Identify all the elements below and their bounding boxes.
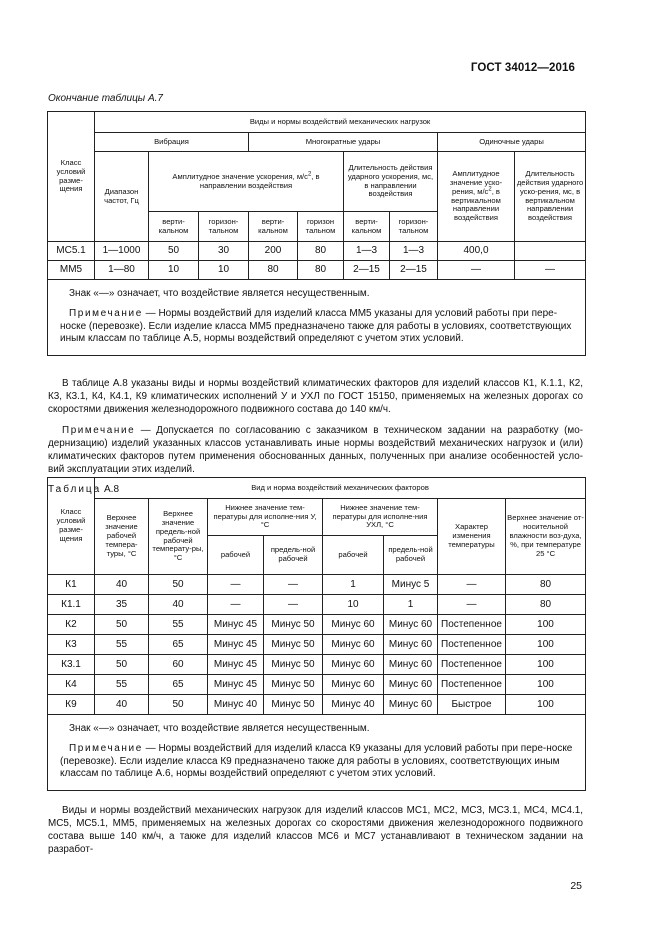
header-single-shocks: Одиночные удары bbox=[438, 133, 586, 152]
paragraph-a8-intro: В таблице А.8 указаны виды и нормы воздействий климатических факторов для изделий классов К1, К.1.1, К2, К3, К3.1, К4, К4.1, К9 климатических исполнений У и УХЛ по ГОСТ 15150, применяемых на железных дорогах со скоростями движения железнодорожного подвижного состава до 140 км/ч. bbox=[48, 378, 583, 415]
header-horiz: горизон-тальном bbox=[199, 212, 249, 242]
header-upper-limit: Верхнее значение предель-ной рабочей температу-ры, °С bbox=[149, 499, 208, 575]
paragraph-mech-loads: Виды и нормы воздействий механических нагрузок для изделий классов МС1, МС2, МС3, МС3.1, МС4, МС4.1, МС5, МС5.1, ММ5, применяемых на железных дорогах со скоростями движения железнодорожного подвижного состава выше 140 км/ч, а также для изделий классов МС6 и МС7 устанавливают в техническом задании на разработ- bbox=[48, 805, 583, 855]
header-horiz: горизон-тальном bbox=[390, 212, 438, 242]
note-sign: Знак «—» означает, что воздействие является несущественным. bbox=[69, 723, 370, 734]
note-sign: Знак «—» означает, что воздействие является несущественным. bbox=[69, 288, 370, 299]
header-work: рабочей bbox=[323, 536, 384, 575]
header-humidity: Верхнее значение от-носительной влажности воз-духа, %, при температуре 25 °С bbox=[506, 499, 586, 575]
header-lower-uhl: Нижнее значение тем-пературы для исполне-ния УХЛ, °С bbox=[323, 499, 438, 536]
table-row: К4 55 65 Минус 45 Минус 50 Минус 60 Минус 60 Постепенное 100 bbox=[48, 675, 586, 695]
note: Примечание — Нормы воздействий для изделий класса ММ5 указаны для условий работы при пере-носке (перевозке). Если изделие класса ММ5 предназначено также для работы в условиях, соответствующих иным классам по таблице А.5, нормы воздействий определяют с учетом этих условий. bbox=[60, 307, 572, 345]
header-lower-u: Нижнее значение тем-пературы для исполне-ния У, °С bbox=[208, 499, 323, 536]
note-paragraph: Примечание — Допускается по согласованию с заказчиком в техническом задании на разработку (мо-дернизацию) изделий указанных классов устанавливать иные нормы воздействий механических нагрузок и (или) климатических факторов путем применения обоснованных данных, полученных при анализе особенностей усло-вий эксплуатации этих изделий. bbox=[48, 425, 583, 475]
table-row: К3 55 65 Минус 45 Минус 50 Минус 60 Минус 60 Постепенное 100 bbox=[48, 635, 586, 655]
header-multiple-shocks: Многократные удары bbox=[249, 133, 438, 152]
table-a7-notes bbox=[48, 280, 586, 356]
header-class: Класс условий разме-щения bbox=[48, 478, 95, 575]
table-a8-notes bbox=[48, 715, 586, 791]
header-vert: верти-кальном bbox=[149, 212, 199, 242]
header-main: Вид и норма воздействий механических факторов bbox=[95, 478, 586, 499]
header-vert: верти-кальном bbox=[249, 212, 298, 242]
table-row: К1.1 35 40 — — 10 1 — 80 bbox=[48, 595, 586, 615]
table-a8-caption: Таблица А.8 bbox=[48, 484, 120, 495]
table-row: К9 40 50 Минус 40 Минус 50 Минус 40 Минус 60 Быстрое 100 bbox=[48, 695, 586, 715]
header-work: рабочей bbox=[208, 536, 264, 575]
table-row: К1 40 50 — — 1 Минус 5 — 80 bbox=[48, 575, 586, 595]
header-amplitude: Амплитудное значение ускорения, $м/с^2$, в направлении воздействия bbox=[149, 152, 344, 212]
table-row: К3.1 50 60 Минус 45 Минус 50 Минус 60 Минус 60 Постепенное 100 bbox=[48, 655, 586, 675]
header-class: Класс условий разме-щения bbox=[48, 112, 95, 242]
document-header: ГОСТ 34012—2016 bbox=[470, 62, 575, 74]
note: Примечание — Нормы воздействий для изделий класса К9 указаны для условий работы при пере-носке (перевозке). Если изделие класса К9 предназначено также для работы в условиях, соответствующих иным классам по таблице А.6, нормы воздействий определяют с учетом этих условий. bbox=[60, 742, 573, 780]
page-number: 25 bbox=[570, 880, 582, 892]
header-limit: предель-ной рабочей bbox=[384, 536, 438, 575]
header-upper-work: Верхнее значение рабочей темпера-туры, °С bbox=[95, 499, 149, 575]
table-a7-caption: Окончание таблицы А.7 bbox=[48, 93, 163, 104]
table-row: МС5.1 1—1000 50 30 200 80 1—3 1—3 400,0 bbox=[48, 242, 586, 261]
header-horiz: горизон тальном bbox=[298, 212, 344, 242]
table-row: ММ5 1—80 10 10 80 80 2—15 2—15 — — bbox=[48, 261, 586, 280]
header-duration-multi: Длительность действия ударного ускорения, мс, в направлении воздействия bbox=[344, 152, 438, 212]
header-limit: предель-ной рабочей bbox=[264, 536, 323, 575]
header-vibration: Вибрация bbox=[95, 133, 249, 152]
header-amplitude-single: Амплитудное значение уско-рения, $м/с^2$, в вертикальном направлении воздействия bbox=[438, 152, 515, 242]
table-a8 bbox=[47, 477, 586, 791]
header-vert: верти-кальном bbox=[344, 212, 390, 242]
table-row: К2 50 55 Минус 45 Минус 50 Минус 60 Минус 60 Постепенное 100 bbox=[48, 615, 586, 635]
header-main: Виды и нормы воздействий механических нагрузок bbox=[95, 112, 586, 133]
header-duration-single: Длительность действия ударного уско-рения, мс, в вертикальном направлении воздействия bbox=[515, 152, 586, 242]
header-character: Характер изменения температуры bbox=[438, 499, 506, 575]
header-frequency: Диапазон частот, Гц bbox=[95, 152, 149, 242]
table-a7 bbox=[47, 111, 586, 356]
